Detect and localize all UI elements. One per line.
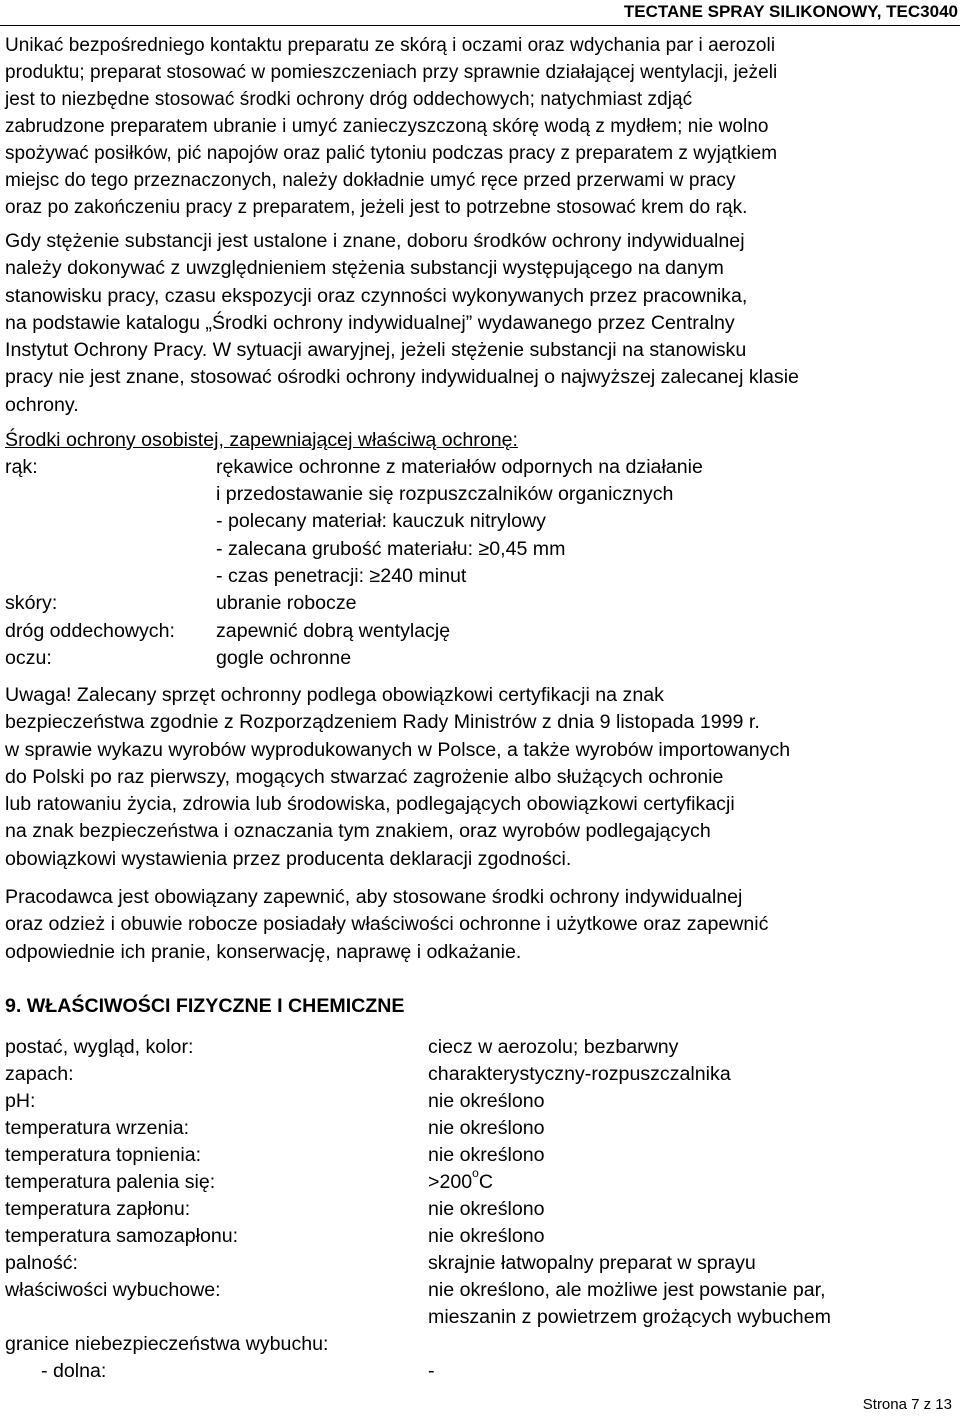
property-value: skrajnie łatwopalny preparat w sprayu [428,1252,756,1274]
page-number: Strona 7 z 13 [862,1396,952,1413]
text-line: na podstawie katalogu „Środki ochrony indywidualnej” wydawanego przez Centralny [5,311,735,334]
text-line: należy dokonywać z uwzględnieniem stężenia substancji występującego na danym [5,257,724,280]
property-value: - [428,1360,435,1382]
text-line: oraz odzież i obuwie robocze posiadały właściwości ochronne i użytkowe oraz zapewnić [5,913,769,936]
property-value-number: >200 [428,1171,473,1193]
degree-superscript: o [472,1166,479,1181]
text-line: zabrudzone preparatem ubranie i umyć zanieczyszczoną skórę wodą z mydłem; nie wolno [5,116,769,137]
text-line: na znak bezpieczeństwa i oznaczania tym znakiem, oraz wyrobów podlegających [5,820,711,843]
text-line: Pracodawca jest obowiązany zapewnić, aby stosowane środki ochrony indywidualnej [5,886,743,908]
property-label: temperatura topnienia: [5,1144,202,1166]
property-label: temperatura samozapłonu: [5,1225,239,1247]
text-line: do Polski po raz pierwszy, mogących stwarzać zagrożenie albo służących ochronie [5,765,724,788]
concentration-paragraph [5,228,957,419]
ppe-value: ubranie robocze [216,592,357,614]
ppe-value: - zalecana grubość materiału: ≥0,45 mm [216,538,566,560]
property-value: mieszanin z powietrzem grożących wybuchem [428,1306,831,1328]
property-value: ciecz w aerozolu; bezbarwny [428,1036,679,1058]
property-value: nie określono [428,1225,545,1247]
text-line: pracy nie jest znane, stosować ośrodki ochrony indywidualnej o najwyższej zalecanej klasie [5,366,799,389]
text-line: produktu; preparat stosować w pomieszczeniach przy sprawnie działającej wentylacji, jeżeli [5,62,778,83]
property-value [428,1166,493,1196]
property-label: zapach: [5,1063,74,1085]
ppe-value: - czas penetracji: ≥240 minut [216,565,467,587]
handling-paragraph [5,32,957,221]
text-line: ochrony. [5,393,79,416]
property-sub-label: - dolna: [41,1360,107,1382]
text-line: lub ratowaniu życia, zdrowia lub środowiska, podlegających obowiązkowi certyfikacji [5,793,735,816]
ppe-label: rąk: [5,456,38,478]
property-value: nie określono, ale możliwe jest powstanie par, [428,1279,826,1301]
property-label: palność: [5,1252,78,1274]
text-line: oraz po zakończeniu pracy z preparatem, jeżeli jest to potrzebne stosować krem do rąk. [5,197,748,218]
header-divider [0,25,960,26]
property-label: temperatura wrzenia: [5,1117,190,1139]
text-line: odpowiednie ich pranie, konserwację, naprawę i odkażanie. [5,940,522,963]
ppe-heading: Środki ochrony osobistej, zapewniającej właściwą ochronę: [5,429,518,451]
certification-note [5,682,957,873]
property-label: temperatura zapłonu: [5,1198,191,1220]
text-line: Instytut Ochrony Pracy. W sytuacji awaryjnej, jeżeli stężenie substancji na stanowisku [5,339,747,362]
property-value-unit: C [478,1171,493,1193]
ppe-label: dróg oddechowych: [5,620,175,642]
text-line: obowiązkowi wystawienia przez producenta deklaracji zgodności. [5,847,572,870]
text-line: bezpieczeństwa zgodnie z Rozporządzeniem Rady Ministrów z dnia 9 listopada 1999 r. [5,711,760,734]
property-label: pH: [5,1090,36,1112]
ppe-value: gogle ochronne [216,647,352,669]
property-value: nie określono [428,1117,545,1139]
ppe-value: rękawice ochronne z materiałów odpornych na działanie [216,456,703,478]
text-line: jest to niezbędne stosować środki ochrony dróg oddechowych; natychmiast zdjąć [5,89,693,110]
ppe-label: skóry: [5,592,58,614]
text-line: Uwaga! Zalecany sprzęt ochronny podlega obowiązkowi certyfikacji na znak [5,684,664,706]
property-value: charakterystyczny-rozpuszczalnika [428,1063,731,1085]
property-value: nie określono [428,1144,545,1166]
section-9-heading: 9. WŁAŚCIWOŚCI FIZYCZNE I CHEMICZNE [5,995,405,1017]
text-line: spożywać posiłków, pić napojów oraz palić tytoniu podczas pracy z preparatem z wyjątkiem [5,143,778,164]
property-value: nie określono [428,1198,545,1220]
property-value: nie określono [428,1090,545,1112]
text-line: Unikać bezpośredniego kontaktu preparatu ze skórą i oczami oraz wdychania par i aerozoli [5,35,776,56]
property-label: granice niebezpieczeństwa wybuchu: [5,1333,329,1355]
text-line: w sprawie wykazu wyrobów wyprodukowanych w Polsce, a także wyrobów importowanych [5,738,791,761]
text-line: miejsc do tego przeznaczonych, należy dokładnie umyć ręce przed przerwami w pracy [5,170,736,191]
property-label: temperatura palenia się: [5,1171,216,1193]
property-label: właściwości wybuchowe: [5,1279,221,1301]
document-title: TECTANE SPRAY SILIKONOWY, TEC3040 [623,2,958,21]
ppe-value: - polecany materiał: kauczuk nitrylowy [216,510,546,532]
ppe-label: oczu: [5,647,52,669]
ppe-value: i przedostawanie się rozpuszczalników organicznych [216,483,674,505]
text-line: stanowisku pracy, czasu ekspozycji oraz czynności wykonywanych przez pracownika, [5,284,748,307]
ppe-value: zapewnić dobrą wentylację [216,620,451,642]
property-label: postać, wygląd, kolor: [5,1036,194,1058]
text-line: Gdy stężenie substancji jest ustalone i znane, doboru środków ochrony indywidualnej [5,230,745,252]
employer-paragraph [5,884,957,966]
